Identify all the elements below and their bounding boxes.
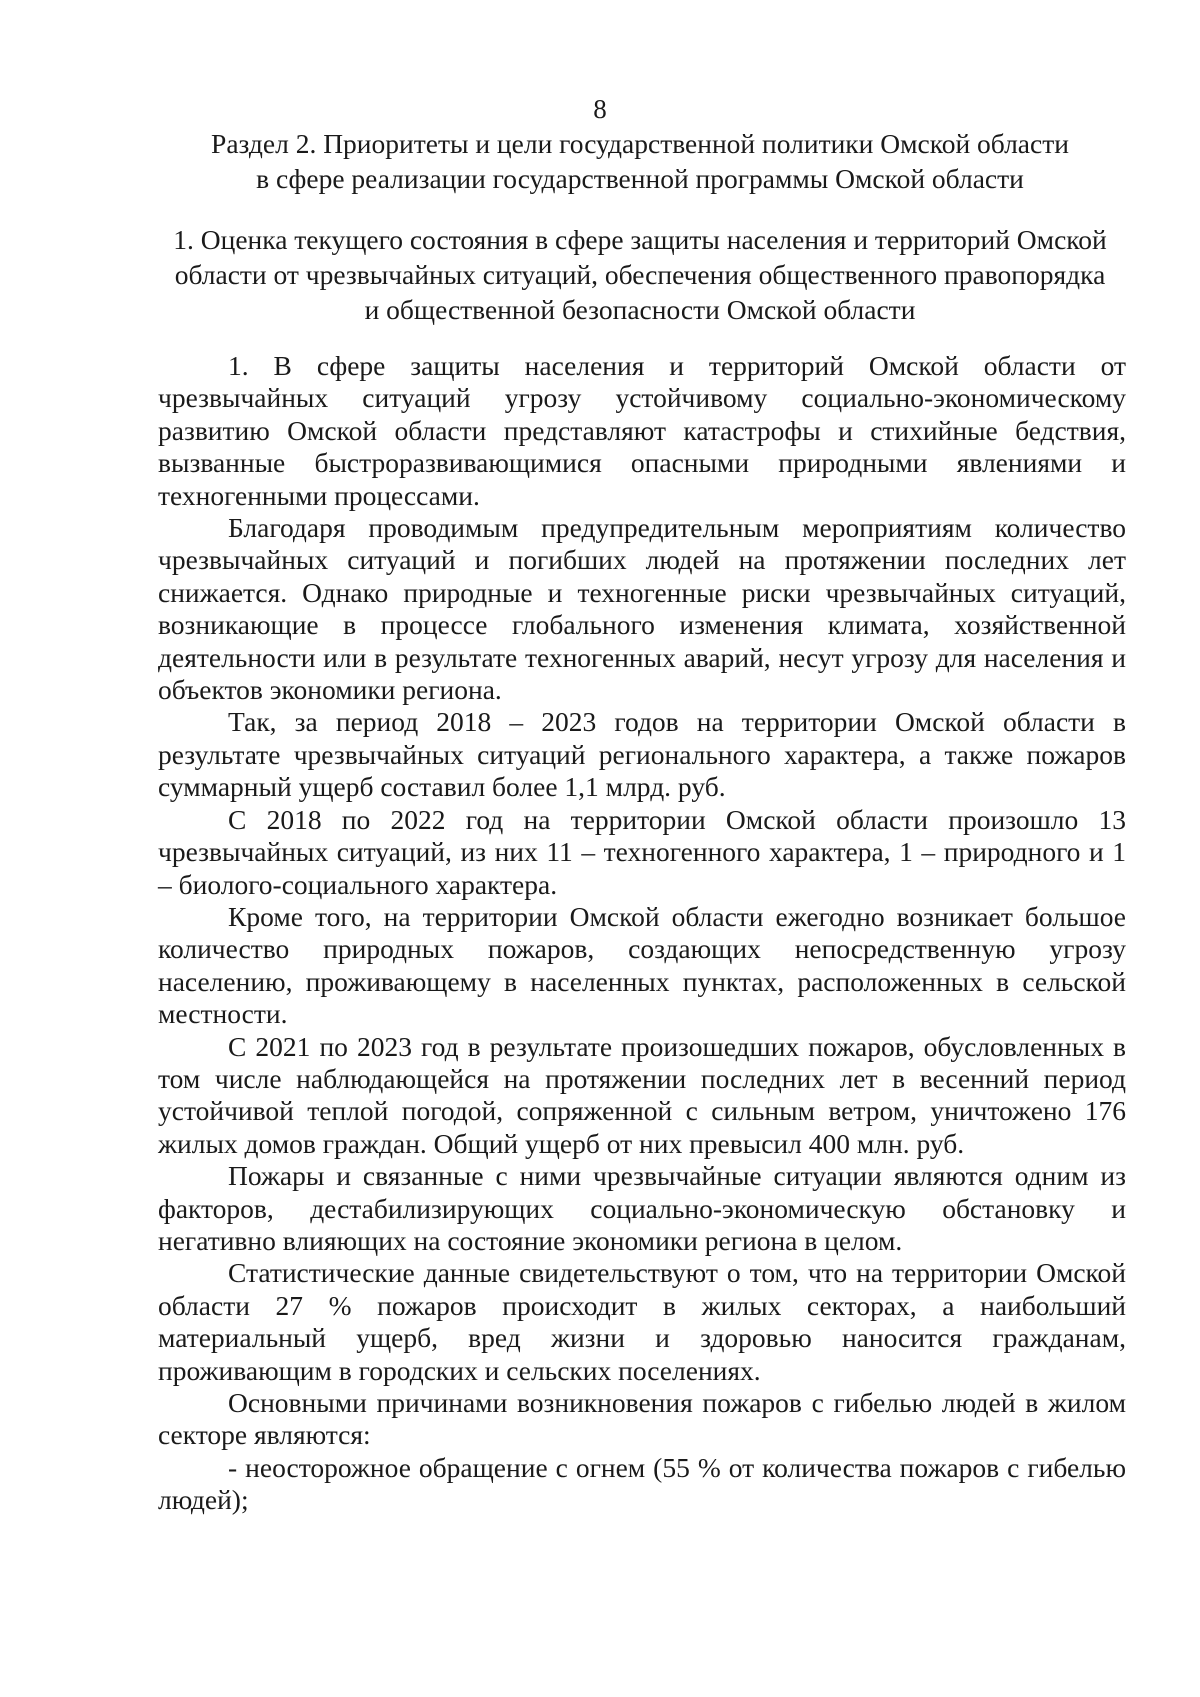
paragraph-5: Кроме того, на территории Омской области ежегодно возникает большое количество природных пожаров, создающих непосредственную угрозу населению, проживающему в населенных пунктах, расположенных в сельской местности.: [158, 900, 1126, 1030]
paragraph-7: Пожары и связанные с ними чрезвычайные ситуации являются одним из факторов, дестабилизирующих социально-экономическую обстановку и негативно влияющих на состояние экономики региона в целом.: [158, 1160, 1126, 1256]
section-title-line-2: в сфере реализации государственной программы Омской области: [256, 163, 1024, 194]
section-title: [150, 126, 1130, 196]
paragraph-1: 1. В сфере защиты населения и территорий Омской области от чрезвычайных ситуаций угрозу устойчивому социально-экономическому развитию Омской области представляют катастрофы и стихийные бедствия, вызванные быстроразвивающимися опасными природными явлениями и техногенными процессами.: [158, 350, 1126, 511]
paragraph-4: С 2018 по 2022 год на территории Омской области произошло 13 чрезвычайных ситуаций, из них 11 – техногенного характера, 1 – природного и 1 – биолого-социального характера.: [158, 803, 1126, 900]
page-number: 8: [593, 94, 607, 124]
section-title-line-1: Раздел 2. Приоритеты и цели государственной политики Омской области: [211, 128, 1069, 159]
paragraph-6: С 2021 по 2023 год в результате произошедших пожаров, обусловленных в том числе наблюдающейся на протяжении последних лет в весенний период устойчивой теплой погодой, сопряженной с сильным ветром, уничтожено 176 жилых домов граждан. Общий ущерб от них превысил 400 млн. руб.: [158, 1030, 1126, 1159]
subsection-title: [150, 222, 1130, 327]
subsection-title-line-2: области от чрезвычайных ситуаций, обеспечения общественного правопорядка: [174, 259, 1106, 290]
body-text: [158, 350, 1126, 1517]
paragraph-8: Статистические данные свидетельствуют о том, что на территории Омской области 27 % пожаров происходит в жилых секторах, а наибольший материальный ущерб, вред жизни и здоровью наносится гражданам, проживающим в городских и сельских поселениях.: [158, 1257, 1126, 1386]
subsection-title-line-1: 1. Оценка текущего состояния в сфере защиты населения и территорий Омской: [173, 224, 1107, 255]
subsection-title-line-3: и общественной безопасности Омской области: [364, 294, 916, 325]
paragraph-9: Основными причинами возникновения пожаров с гибелью людей в жилом секторе являются:: [158, 1387, 1126, 1451]
paragraph-3: Так, за период 2018 – 2023 годов на территории Омской области в результате чрезвычайных ситуаций регионального характера, а также пожаров суммарный ущерб составил более 1,1 млрд. руб.: [158, 706, 1126, 803]
paragraph-2: Благодаря проводимым предупредительным мероприятиям количество чрезвычайных ситуаций и погибших людей на протяжении последних лет снижается. Однако природные и техногенные риски чрезвычайных ситуаций, возникающие в процессе глобального изменения климата, хозяйственной деятельности или в результате техногенных аварий, несут угрозу для населения и объектов экономики региона.: [158, 512, 1126, 706]
list-item-careless-fire-handling: - неосторожное обращение с огнем (55 % от количества пожаров с гибелью людей);: [158, 1451, 1126, 1516]
